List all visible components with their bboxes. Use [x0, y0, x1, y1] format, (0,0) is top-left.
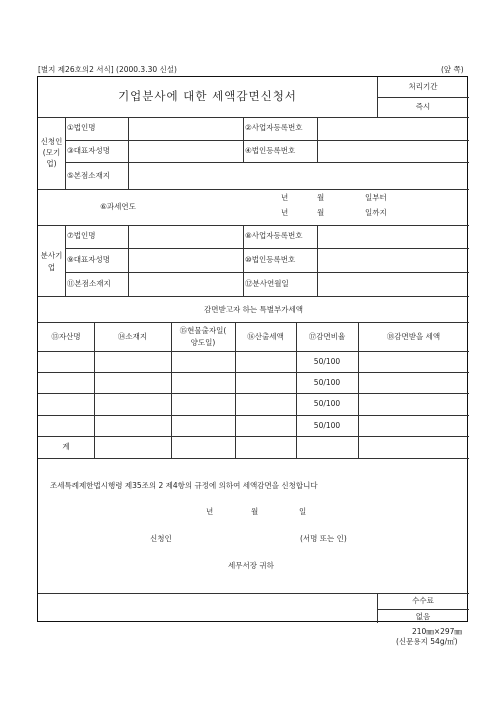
rate-cell: 50/100 — [313, 421, 341, 430]
line — [235, 322, 236, 458]
line — [65, 117, 66, 189]
line — [243, 117, 244, 162]
representative-input[interactable] — [129, 141, 242, 161]
tax-year-from-year: 년 — [281, 193, 289, 202]
business-reg-no-input[interactable] — [318, 118, 468, 139]
corp-name-input[interactable] — [129, 118, 242, 139]
paper-type: (신문용지 54g/㎡) — [396, 637, 458, 646]
rate-cell: 50/100 — [313, 357, 341, 366]
field-tax-year: ⑥과세연도 — [100, 202, 136, 211]
col-contribution-date: 양도일) — [190, 338, 216, 347]
declaration-year: 년 — [206, 507, 214, 516]
tax-year-from-month: 월 — [317, 193, 325, 202]
col-location: ⑭소재지 — [117, 332, 148, 341]
addressee: 세무서장 귀하 — [228, 561, 274, 570]
spinoff-representative-input[interactable] — [129, 249, 242, 271]
field-spinoff-business-reg-no: ⑧사업자등록번호 — [245, 231, 303, 240]
paper-size: 210㎜×297㎜ — [412, 627, 462, 636]
form-title: 기업분사에 대한 세액감면신청서 — [118, 89, 297, 103]
line — [377, 97, 469, 98]
field-spinoff-corp-name: ⑦법인명 — [67, 231, 96, 240]
field-spinoff-representative: ⑨대표자성명 — [67, 255, 110, 264]
tax-year-to-day: 일까지 — [365, 208, 387, 217]
field-corp-name: ①법인명 — [67, 123, 96, 132]
line — [38, 351, 469, 352]
applicant-section-label: (모기 — [42, 148, 61, 157]
line — [358, 322, 359, 458]
rate-cell: 50/100 — [313, 399, 341, 408]
line — [65, 225, 66, 296]
declaration-month: 월 — [251, 507, 259, 516]
line — [38, 393, 469, 394]
spinoff-corp-name-input[interactable] — [129, 226, 242, 247]
processing-period-label: 처리기간 — [408, 82, 438, 91]
line — [38, 372, 469, 373]
field-head-office: ⑤본점소재지 — [67, 171, 110, 180]
tax-year-to-year: 년 — [281, 208, 289, 217]
col-contribution-date: ⑮현물출자일( — [179, 326, 227, 335]
line — [377, 609, 469, 610]
field-spinoff-corp-reg-no: ⑩법인등록번호 — [245, 255, 296, 264]
spinoff-business-reg-no-input[interactable] — [318, 226, 468, 247]
line — [38, 436, 469, 437]
line — [38, 458, 469, 459]
col-reduction-rate: ⑰감면비율 — [308, 332, 346, 341]
processing-period-value: 즉시 — [415, 102, 431, 111]
line — [243, 225, 244, 296]
spinoff-date-input[interactable] — [318, 273, 468, 295]
line — [94, 322, 95, 458]
col-computed-tax: ⑯산출세액 — [247, 332, 284, 341]
declaration-day: 일 — [299, 507, 307, 516]
line — [38, 296, 469, 297]
field-corp-reg-no: ④법인등록번호 — [245, 146, 296, 155]
line — [38, 415, 469, 416]
line — [38, 322, 469, 323]
spinoff-head-office-input[interactable] — [129, 273, 242, 295]
applicant-section-label: 신청인 — [40, 137, 63, 146]
applicant-signature-label: 신청인 — [150, 534, 172, 543]
fee-label: 수수료 — [412, 596, 434, 605]
tax-year-to-month: 월 — [317, 208, 325, 217]
spinoff-section-label: 분사기 — [40, 251, 63, 260]
col-reduced-tax: ⑱감면받을 세액 — [386, 332, 441, 341]
field-spinoff-date: ⑫분사연월일 — [245, 279, 289, 288]
applicant-section-label: 업) — [46, 159, 57, 168]
field-representative: ③대표자성명 — [67, 146, 110, 155]
form-frame — [37, 76, 468, 622]
fee-value: 없음 — [415, 612, 431, 621]
line — [38, 189, 469, 190]
spinoff-corp-reg-no-input[interactable] — [318, 249, 468, 271]
relief-section-title: 감면받고자 하는 특별부가세액 — [204, 305, 303, 314]
signature-note: (서명 또는 인) — [300, 534, 347, 543]
col-asset-name: ⑬자산명 — [51, 332, 81, 341]
field-business-reg-no: ②사업자등록번호 — [245, 123, 303, 132]
form-reference: [별지 제26호의2 서식] (2000.3.30 신설) — [38, 65, 177, 74]
total-label: 계 — [62, 442, 70, 451]
tax-year-from-day: 일부터 — [365, 193, 387, 202]
field-spinoff-head-office: ⑪본점소재지 — [67, 279, 111, 288]
head-office-input[interactable] — [129, 163, 468, 188]
corp-reg-no-input[interactable] — [318, 141, 468, 161]
declaration-statement: 조세특례제한법시행령 제35조의 2 제4항의 규정에 의하여 세액감면을 신청합니다 — [50, 481, 318, 490]
rate-cell: 50/100 — [313, 378, 341, 387]
line — [296, 322, 297, 458]
line — [38, 593, 469, 594]
page-side-label: (앞 쪽) — [441, 65, 464, 74]
spinoff-section-label: 업 — [47, 263, 56, 272]
